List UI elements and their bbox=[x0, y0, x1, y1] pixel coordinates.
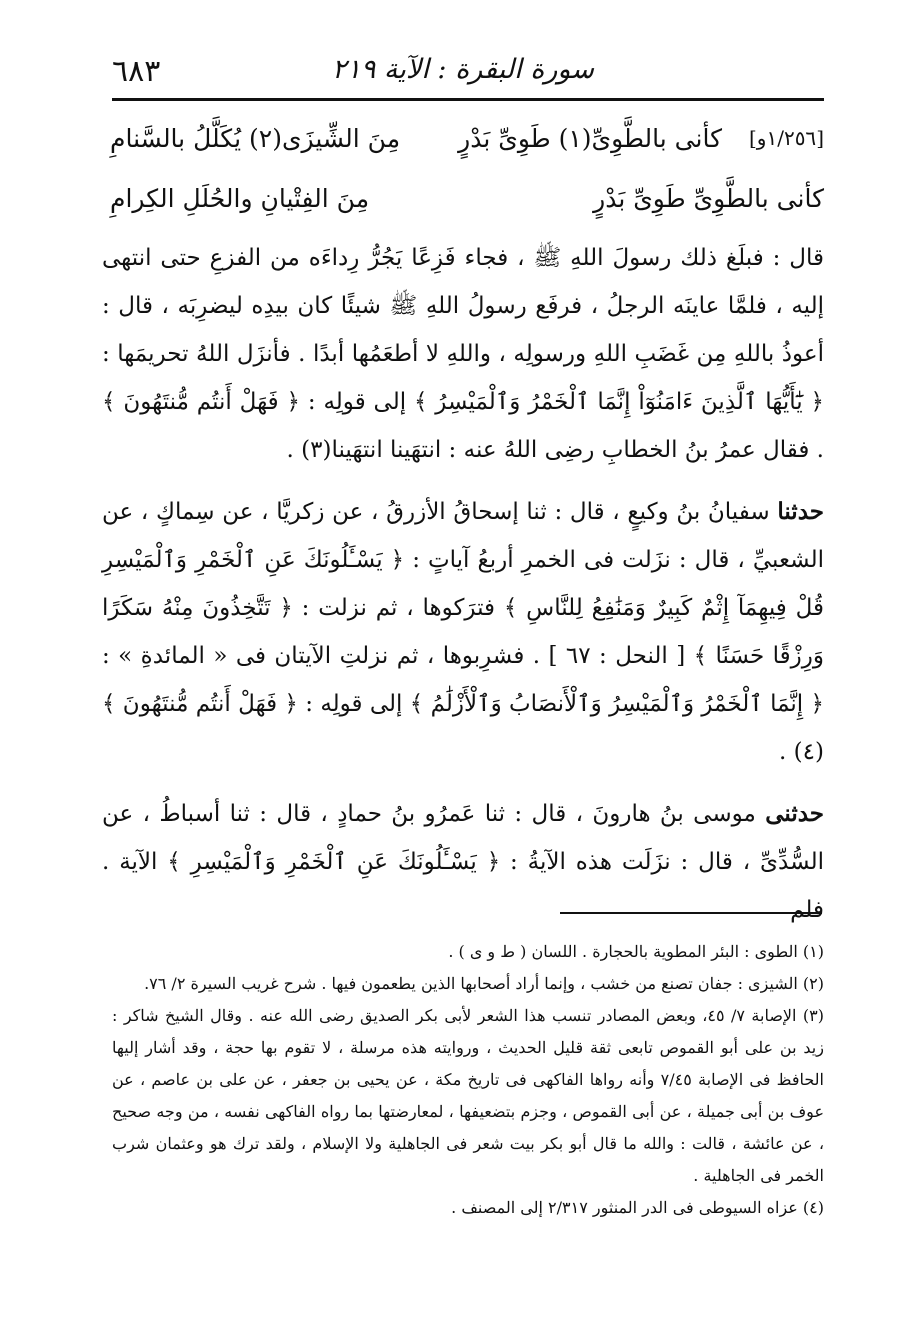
poem-line-2 bbox=[102, 174, 824, 234]
footnote-4: (٤) عزاه السيوطى فى الدر المنثور ٢/٣١٧ إلى المصنف . bbox=[451, 1198, 824, 1217]
footnotes bbox=[112, 936, 824, 1224]
manuscript-reference: [١/٢٥٦و] bbox=[749, 126, 824, 150]
isnad-lead-word: حدثنا bbox=[777, 498, 824, 525]
paragraph-3-text: موسى بنُ هارونَ ، قال : ثنا عَمرُو بنُ حمادٍ ، قال : ثنا أسباطُ ، عن السُّدِّىِّ ، قال : نزَلَت هذه الآيةُ : ﴿ يَسْـَٔلُونَكَ عَنِ ٱلْخَمْرِ وَٱلْمَيْسِرِ ﴾ الآية . فلم bbox=[102, 801, 824, 923]
paragraph-1: قال : فبلَغ ذلك رسولَ اللهِ ﷺ ، فجاء فَزِعًا يَجُرُّ رِداءَه من الفزعِ حتى انتهى إليه ، فلمَّا عاينَه الرجلُ ، فرفَع رسولُ اللهِ ﷺ شيئًا كان بيدِه ليضرِبَه ، قال : أعوذُ باللهِ مِن غَضَبِ اللهِ ورسولِه ، واللهِ لا أطعَمُها أبدًا . فأنزَل اللهُ تحريمَها : ﴿ يَٰٓأَيُّهَا ٱلَّذِينَ ءَامَنُوٓاْ إِنَّمَا ٱلْخَمْرُ وَٱلْمَيْسِرُ ﴾ إلى قولِه : ﴿ فَهَلْ أَنتُم مُّنتَهُونَ ﴾ . فقال عمرُ بنُ الخطابِ رضِى اللهُ عنه : انتهَينا انتهَينا(٣) . bbox=[102, 245, 824, 463]
poem-line-1-first-hemistich: كأنى بالطَّوِىِّ(١) طَوِىِّ بَدْرٍ bbox=[458, 124, 722, 153]
footnote-rule bbox=[560, 912, 822, 914]
footnote-3: (٣) الإصابة ٧/ ٤٥، وبعض المصادر تنسب هذا الشعر لأبى بكر الصديق رضى الله عنه . وقال الشيخ شاكر : زيد بن على أبو القموص تابعى ثقة قليل الحديث ، وروايته هذه مرسلة ، لا تقوم بها حجة ، وقد أشار إليها الحافظ فى الإصابة ٧/٤٥ وأنه رواها الفاكهى فى تاريخ مكة ، عن يحيى بن جعفر ، عن على بن عاصم ، عن عوف بن أبى جميلة ، عن أبى القموص ، وجزم بتضعيفها ، لمعارضتها بما رواه الفاكهى نفسه ، من وجه صحيح ، عن عائشة ، قالت : والله ما قال أبو بكر بيت شعر فى الجاهلية ولا الإسلام ، ولقد ترك هو وعثمان شرب الخمر فى الجاهلية . bbox=[112, 1006, 824, 1185]
paragraph-2 bbox=[102, 488, 824, 776]
main-text bbox=[102, 114, 824, 934]
poem-line-2-first-hemistich: كأنى بالطَّوِىِّ طَوِىِّ بَدْرٍ bbox=[593, 184, 824, 213]
poem-line-1 bbox=[102, 114, 824, 174]
page-number: ٦٨٣ bbox=[112, 54, 161, 89]
footnote-1: (١) الطوى : البئر المطوية بالحجارة . اللسان ( ط و ى ) . bbox=[448, 942, 824, 961]
running-header-title: سورة البقرة : الآية ٢١٩ bbox=[331, 54, 594, 85]
header-rule bbox=[112, 98, 824, 101]
footnote-2: (٢) الشيزى : جفان تصنع من خشب ، وإنما أراد أصحابها الذين يطعمون فيها . شرح غريب السيرة ٢/ ٧٦. bbox=[144, 974, 824, 993]
paragraph-2-text: سفيانُ بنُ وكيعٍ ، قال : ثنا إسحاقُ الأزرقُ ، عن زكريَّا ، عن سِماكٍ ، عن الشعبيِّ ، قال : نزَلت فى الخمرِ أربعُ آياتٍ : ﴿ يَسْـَٔلُونَكَ عَنِ ٱلْخَمْرِ وَٱلْمَيْسِرِ قُلْ فِيهِمَآ إِثْمٌ كَبِيرٌ وَمَنَٰفِعُ لِلنَّاسِ ﴾ فترَكوها ، ثم نزلت : ﴿ تَتَّخِذُونَ مِنْهُ سَكَرًا وَرِزْقًا حَسَنًا ﴾ [ النحل : ٦٧ ] . فشرِبوها ، ثم نزلتِ الآيتان فى « المائدةِ » : ﴿ إِنَّمَا ٱلْخَمْرُ وَٱلْمَيْسِرُ وَٱلْأَنصَابُ وَٱلْأَزْلَٰمُ ﴾ إلى قولِه : ﴿ فَهَلْ أَنتُم مُّنتَهُونَ ﴾(٤) . bbox=[102, 499, 824, 765]
poem-line-1-second-hemistich: مِنَ الشِّيزَى(٢) يُكَلَّلُ بالسَّنامِ bbox=[110, 124, 401, 153]
poem-line-2-second-hemistich: مِنَ الفِتْيانِ والحُلَلِ الكِرامِ bbox=[110, 184, 370, 213]
isnad-lead-word: حدثنى bbox=[765, 800, 825, 827]
